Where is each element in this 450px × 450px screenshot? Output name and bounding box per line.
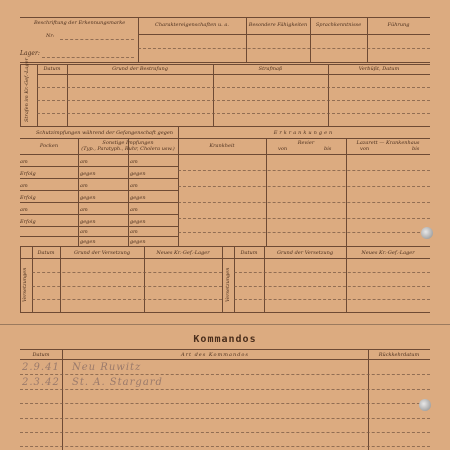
rule [32,299,222,300]
versetzung-datum-header-2: Datum [240,250,258,256]
sonstige-gegen: gegen [130,219,146,225]
rule [37,87,430,88]
rule [37,113,430,114]
rule [128,138,129,246]
strafmass-header: Strafmaß [258,66,283,72]
sonstige-gegen: gegen [80,171,96,177]
rule [178,202,430,203]
pocken-erfolg: Erfolg [20,219,36,225]
rule [20,258,430,259]
pocken-am: am [20,207,28,213]
verbuesst-header: Verbüßt, Datum [358,66,400,72]
erkennungsmarke-label: Beschriftung der Erkennungsmarke [34,20,126,26]
sonstige-gegen: gegen [80,239,96,245]
rule [234,272,430,273]
revier-von: von [278,146,288,152]
rule [20,418,430,419]
rule [368,349,369,450]
sonstige-am: am [80,229,88,235]
sonstige-am: am [80,159,88,165]
fold-line [0,324,450,325]
strafen-grund-header: Grund der Bestrafung [112,66,168,72]
rule [20,312,430,313]
rule [178,232,430,233]
rule [37,74,430,75]
rule [20,214,178,215]
sonstige-header-1: Sonstige Impfungen [102,140,154,146]
versetzungen-side-label-left: Versetzungen [22,267,28,302]
rule [20,446,430,447]
rule [346,138,347,246]
rule [20,202,178,203]
rueckkehr-header: Rückkehrdatum [378,352,420,358]
rule [62,349,63,450]
versetzung-lager-header: Neues Kr.-Gef.-Lager [156,250,210,256]
rule [20,246,430,247]
rule [20,226,178,227]
sonstige-gegen: gegen [130,239,146,245]
rule [138,48,430,49]
rule [178,218,430,219]
nr-label: Nr: [46,33,55,39]
sonstige-gegen: gegen [130,195,146,201]
sonstige-header-2: (Typ., Paratyph., Ruhr, Cholera usw.) [81,146,175,152]
versetzung-lager-header-2: Neues Kr.-Gef.-Lager [361,250,415,256]
rule [32,286,222,287]
sonstige-am: am [130,183,138,189]
rule [20,178,178,179]
rule [20,246,21,312]
lazarett-von: von [360,146,370,152]
rule [234,299,430,300]
impfungen-title: Schutzimpfungen während der Gefangenschaft gegen [36,130,174,136]
rule [20,64,430,65]
rule [67,64,68,126]
rule [37,100,430,101]
fuehrung-header: Führung [387,22,410,28]
rule [20,17,430,18]
erkrankungen-title: Erkrankungen [273,130,335,136]
pocken-am: am [20,159,28,165]
charakter-header: Charaktereigenschaften u. a. [155,22,229,28]
kommando-entry-datum: 2.9.41 [22,362,60,373]
kommando-entry-art: St. A. Stargard [72,377,163,388]
kommando-art-header: Art des Kommandos [181,352,249,358]
sonstige-am: am [80,183,88,189]
kommando-datum-header: Datum [32,352,50,358]
rule [20,374,430,375]
rule [178,186,430,187]
krankheit-header: Krankheit [209,143,235,149]
revier-bis: bis [324,146,332,152]
rule [20,154,430,155]
rule [20,64,21,126]
rule [20,126,430,127]
versetzung-grund-header: Grund der Versetzung [73,250,131,256]
lazarett-header: Lazarett — Krankenhaus [356,140,420,146]
pocken-erfolg: Erfolg [20,195,36,201]
rule [138,34,430,35]
kommandos-title: Kommandos [193,334,257,345]
rule [20,403,430,404]
sonstige-gegen: gegen [80,219,96,225]
rule [32,272,222,273]
rule [328,64,329,126]
kommando-entry-datum: 2.3.42 [22,377,60,388]
sonstige-am: am [130,159,138,165]
sonstige-gegen: gegen [130,171,146,177]
strafen-datum-header: Datum [43,66,61,72]
rule [20,389,430,390]
nr-field [60,39,134,40]
rule [20,432,430,433]
sonstige-gegen: gegen [80,195,96,201]
lager-label: Lager: [20,50,40,57]
lager-field [42,57,134,58]
sonstige-am: am [130,229,138,235]
punch-hole [421,227,433,239]
rule [234,286,430,287]
versetzung-datum-header: Datum [37,250,55,256]
rule [213,64,214,126]
rule [78,138,79,246]
pocken-am: am [20,183,28,189]
versetzungen-side-label-right: Versetzungen [225,267,231,302]
rule [20,190,178,191]
lazarett-bis: bis [412,146,420,152]
sonstige-am: am [130,207,138,213]
rule [266,138,267,246]
revier-header: Revier [297,140,315,146]
faehigkeiten-header: Besondere Fähigkeiten [248,22,308,28]
rule [178,170,430,171]
kommando-entry-art: Neu Ruwitz [72,362,142,373]
rule [20,166,178,167]
rule [20,62,430,63]
rule [20,138,430,139]
rule [37,64,38,126]
rule [20,236,178,237]
strafen-side-label: Strafen im Kr.-Gef.-Lager [24,58,30,122]
punch-hole [419,399,431,411]
versetzung-grund-header-2: Grund der Versetzung [276,250,334,256]
sonstige-am: am [80,207,88,213]
pocken-erfolg: Erfolg [20,171,36,177]
rule [222,246,223,312]
sprachen-header: Sprachkenntnisse [315,22,362,28]
pocken-header: Pocken [39,143,59,149]
